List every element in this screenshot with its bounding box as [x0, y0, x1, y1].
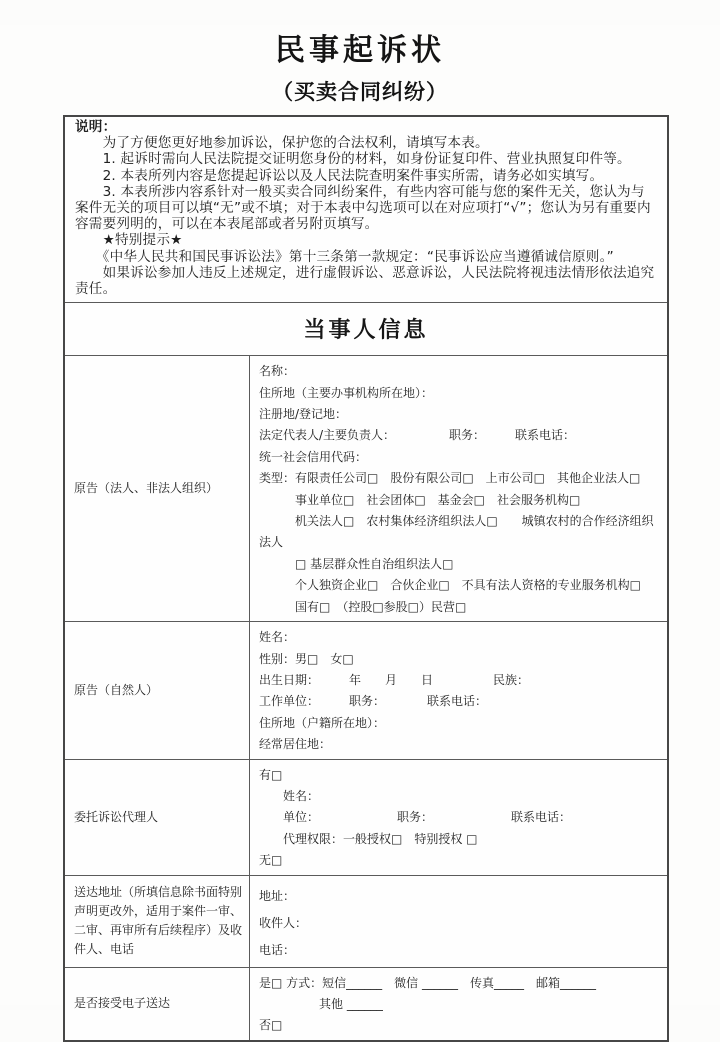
electronic-service-label: 是否接受电子送达: [65, 968, 250, 1040]
electronic-service-no-option: 否□: [259, 1018, 283, 1033]
agent-employer-field: 单位： 职务： 联系电话：: [259, 810, 572, 825]
notice-paragraph-intro: 为了方便您更好地参加诉讼，保护您的合法权利，请填写本表。: [75, 135, 489, 152]
notice-special-reminder-heading: ★特别提示★: [75, 232, 183, 249]
entity-type-options-line-5: 个人独资企业□ 合伙企业□ 不具有法人资格的专业服务机构□: [259, 578, 642, 593]
plaintiff-entity-label: 原告（法人、非法人组织）: [65, 356, 250, 621]
entity-credit-code-field: 统一社会信用代码：: [259, 449, 368, 464]
complaint-form-table: [63, 115, 669, 1042]
service-recipient-field: 收件人：: [259, 915, 308, 930]
notice-paragraph-item-2: 2. 本表所列内容是您提起诉讼以及人民法院查明案件事实所需，请务必如实填写。: [75, 167, 604, 184]
notice-law-citation: 《中华人民共和国民事诉讼法》第十三条第一款规定：“民事诉讼应当遵循诚信原则。”: [75, 248, 614, 265]
entity-name-field: 名称：: [259, 364, 296, 379]
row-plaintiff-legal-entity: [65, 355, 667, 621]
electronic-service-yes-options: 是□ 方式：短信______ 微信 ______ 传真_____ 邮箱______: [259, 975, 596, 990]
entity-type-options-line-2: 事业单位□ 社会团体□ 基金会□ 社会服务机构□: [259, 492, 581, 507]
entity-registration-field: 注册地/登记地：: [259, 407, 348, 422]
person-domicile-field: 住所地（户籍所在地）：: [259, 715, 386, 730]
notice-warning: 如果诉讼参加人违反上述规定，进行虚假诉讼、恶意诉讼，人民法院将视违法情形依法追究责任。: [75, 264, 655, 298]
agent-has-option: 有□: [259, 767, 283, 782]
service-phone-field: 电话：: [259, 942, 296, 957]
document-title: 民事起诉状: [275, 33, 445, 68]
entity-type-options-line-3: 机关法人□ 农村集体经济组织法人□ 城镇农村的合作经济组织法人: [259, 514, 654, 550]
agent-name-field: 姓名：: [259, 788, 320, 803]
service-address-label: 送达地址（所填信息除书面特别声明更改外，适用于案件一审、二审、再审所有后续程序）及收件人、电话: [65, 876, 250, 967]
litigation-agent-label: 委托诉讼代理人: [65, 760, 250, 875]
litigation-agent-fields: [250, 760, 667, 875]
plaintiff-person-label: 原告（自然人）: [65, 622, 250, 758]
person-birthdate-ethnicity-field: 出生日期： 年 月 日 民族：: [259, 672, 530, 687]
electronic-service-fields: [250, 968, 667, 1040]
person-employer-field: 工作单位： 职务： 联系电话：: [259, 694, 488, 709]
person-habitual-residence-field: 经常居住地：: [259, 737, 332, 752]
service-address-fields: [250, 876, 667, 967]
service-address-field: 地址：: [259, 888, 296, 903]
person-gender-field: 性别：男□ 女□: [259, 651, 354, 666]
plaintiff-person-fields: [250, 622, 667, 758]
agent-authority-field: 代理权限：一般授权□ 特别授权 □: [259, 831, 478, 846]
entity-type-options-line-4: □ 基层群众性自治组织法人□: [259, 556, 454, 571]
entity-type-options-line-6: 国有□ （控股□参股□）民营□: [259, 599, 467, 614]
document-page: [0, 25, 720, 1033]
row-service-address: [65, 875, 667, 967]
row-litigation-agent: [65, 759, 667, 875]
notice-section: [65, 117, 667, 302]
notice-label: 说明：: [75, 119, 117, 135]
notice-paragraph-item-3: 3. 本表所涉内容系针对一般买卖合同纠纷案件，有些内容可能与您的案件无关，您认为与案件无关的项目可以填“无”或不填；对于本表中勾选项可以在对应项打“√”；您认为另有重要内容需要列明的，可以在本表尾部或者另附页填写。: [75, 183, 651, 233]
party-info-section-header: 当事人信息: [65, 302, 667, 355]
notice-paragraph-item-1: 1. 起诉时需向人民法院提交证明您身份的材料，如身份证复印件、营业执照复印件等。: [75, 151, 631, 168]
agent-none-option: 无□: [259, 853, 283, 868]
row-electronic-service: [65, 967, 667, 1040]
entity-representative-field: 法定代表人/主要负责人： 职务： 联系电话：: [259, 428, 576, 443]
person-name-field: 姓名：: [259, 630, 296, 645]
electronic-service-other-option: 其他 ______: [259, 996, 383, 1011]
plaintiff-entity-fields: [250, 356, 667, 621]
document-subtitle: （买卖合同纠纷）: [272, 79, 448, 104]
entity-type-options-line-1: 类型：有限责任公司□ 股份有限公司□ 上市公司□ 其他企业法人□: [259, 471, 641, 486]
entity-domicile-field: 住所地（主要办事机构所在地）：: [259, 385, 434, 400]
row-plaintiff-natural-person: [65, 621, 667, 758]
